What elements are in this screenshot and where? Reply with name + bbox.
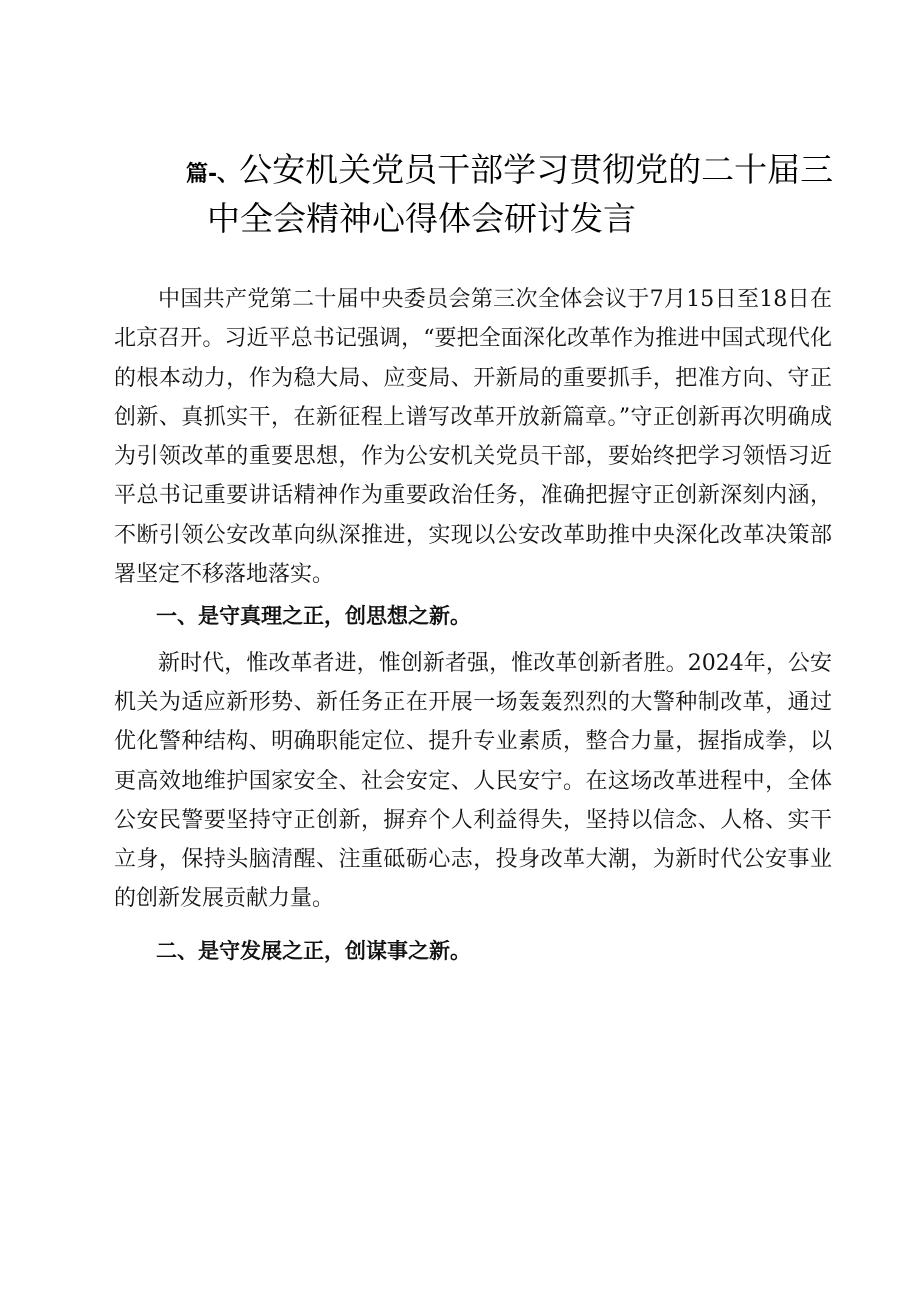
document-title [140, 148, 860, 241]
title-text-1: 公安机关党员干部学习贯彻党的二十届三 [239, 150, 834, 189]
section-heading-1: 一、是守真理之正，创思想之新。 [156, 604, 471, 629]
section-1-paragraph: 新时代，惟改革者进，惟创新者强，惟改革创新者胜。2024年，公安机关为适应新形势、新任务正在开展一场轰轰烈烈的大警种制改革，通过优化警种结构、明确职能定位、提升专业素质，整合力量，握指成拳，以更高效地维护国家安全、社会安定、人民安宁。在这场改革进程中，全体公安民警要坚持守正创新，摒弃个人利益得失，坚持以信念、人格、实干立身，保持头脑清醒、注重砥砺心志，投身改革大潮，为新时代公安事业的创新发展贡献力量。 [114, 650, 832, 912]
intro-paragraph: 中国共产党第二十届中央委员会第三次全体会议于7月15日至18日在北京召开。习近平总书记强调，“要把全面深化改革作为推进中国式现代化的根本动力，作为稳大局、应变局、开新局的重要抓手，把准方向、守正创新、真抓实干，在新征程上谱写改革开放新篇章。”守正创新再次明确成为引领改革的重要思想，作为公安机关党员干部，要始终把学习领悟习近平总书记重要讲话精神作为重要政治任务，准确把握守正创新深刻内涵，不断引领公安改革向纵深推进，实现以公安改革助推中央深化改革决策部署坚定不移落地落实。 [114, 287, 832, 588]
title-line-2: 中全会精神心得体会研讨发言 [207, 199, 636, 238]
title-line-1 [140, 148, 860, 197]
title-prefix: 篇-、 [186, 162, 240, 187]
section-heading-2: 二、是守发展之正，创谋事之新。 [156, 938, 471, 963]
document-body [114, 280, 832, 971]
